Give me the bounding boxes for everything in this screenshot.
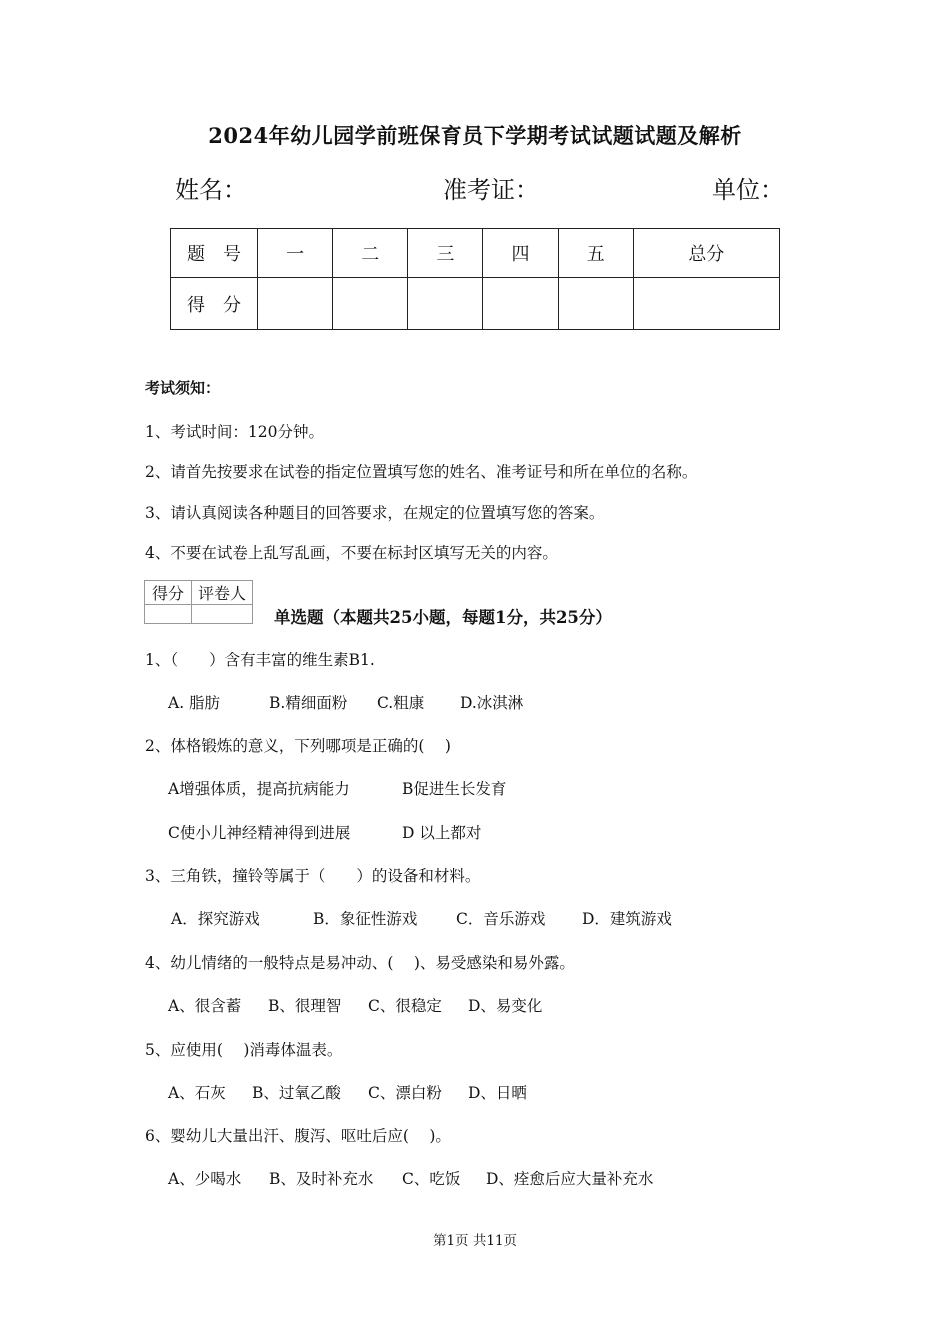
option[interactable]: C、很稳定 [368,997,442,1015]
option[interactable]: A、很含蓄 [168,997,242,1015]
option[interactable]: A．探究游戏 [171,910,260,928]
question-text: 1、（ ）含有丰富的维生素B1. [145,651,375,669]
option[interactable]: A、少喝水 [168,1170,242,1188]
question-text: 6、婴幼儿大量出汗、腹泻、呕吐后应( )。 [145,1127,451,1145]
score-input-cell[interactable] [258,278,333,330]
name-field-label[interactable]: 姓名： [175,176,247,204]
score-table [170,228,780,330]
score-input-cell[interactable] [408,278,483,330]
page-number: 第1页 共11页 [432,1233,518,1249]
score-table-cell: 总分 [633,229,779,278]
option[interactable]: D 以上都对 [402,824,482,842]
notice-item: 2、请首先按要求在试卷的指定位置填写您的姓名、准考证号和所在单位的名称。 [145,463,698,481]
option[interactable]: D．建筑游戏 [582,910,672,928]
option[interactable]: C．音乐游戏 [456,910,546,928]
notice-title: 考试须知： [145,379,221,397]
option[interactable]: D.冰淇淋 [460,694,524,712]
option[interactable]: C使小儿神经精神得到进展 [168,824,351,842]
option[interactable]: B促进生长发育 [402,780,507,798]
option[interactable]: B、及时补充水 [269,1170,374,1188]
score-table-cell: 题 号 [171,229,258,278]
score-table-score-row [171,278,780,330]
score-table-cell: 得 分 [171,278,258,330]
question-text: 3、三角铁，撞铃等属于（ ）的设备和材料。 [145,867,481,885]
score-table-cell: 五 [558,229,633,278]
exam-id-field-label[interactable]: 准考证： [443,176,539,204]
option[interactable]: D、痊愈后应大量补充水 [486,1170,654,1188]
option[interactable]: D、易变化 [468,997,543,1015]
option[interactable]: A. 脂肪 [168,694,221,712]
unit-field-label[interactable]: 单位： [712,176,784,204]
option[interactable]: B．象征性游戏 [313,910,418,928]
score-input-cell[interactable] [633,278,779,330]
option[interactable]: D、日晒 [468,1084,527,1102]
notice-item: 1、考试时间：120分钟。 [145,423,324,441]
option[interactable]: B、过氧乙酸 [252,1084,341,1102]
grader-score-cell[interactable] [145,605,192,624]
score-table-cell: 三 [408,229,483,278]
candidate-fields [0,170,950,204]
notice-item: 3、请认真阅读各种题目的回答要求，在规定的位置填写您的答案。 [145,504,605,522]
score-input-cell[interactable] [483,278,558,330]
question-text: 4、幼儿情绪的一般特点是易冲动、( )、易受感染和易外露。 [145,954,575,972]
page-title: 2024年幼儿园学前班保育员下学期考试试题试题及解析 [208,123,742,148]
grader-score-label: 得分 [145,581,192,605]
section-heading: 单选题（本题共25小题，每题1分，共25分） [274,608,612,627]
score-input-cell[interactable] [558,278,633,330]
score-input-cell[interactable] [333,278,408,330]
score-table-cell: 四 [483,229,558,278]
score-table-header-row [171,229,780,278]
grader-reviewer-cell[interactable] [192,605,253,624]
option[interactable]: B.精细面粉 [269,694,348,712]
score-table-cell: 二 [333,229,408,278]
option[interactable]: A、石灰 [168,1084,226,1102]
grader-box [144,580,253,624]
option[interactable]: C、漂白粉 [368,1084,442,1102]
notice-item: 4、不要在试卷上乱写乱画，不要在标封区填写无关的内容。 [145,544,558,562]
option[interactable]: C、吃饭 [402,1170,461,1188]
option[interactable]: B、很理智 [268,997,342,1015]
option[interactable]: C.粗康 [377,694,425,712]
grader-reviewer-label: 评卷人 [192,581,253,605]
question-text: 5、应使用( )消毒体温表。 [145,1041,343,1059]
question-text: 2、体格锻炼的意义，下列哪项是正确的( ) [145,737,451,755]
score-table-cell: 一 [258,229,333,278]
option[interactable]: A增强体质，提高抗病能力 [168,780,350,798]
